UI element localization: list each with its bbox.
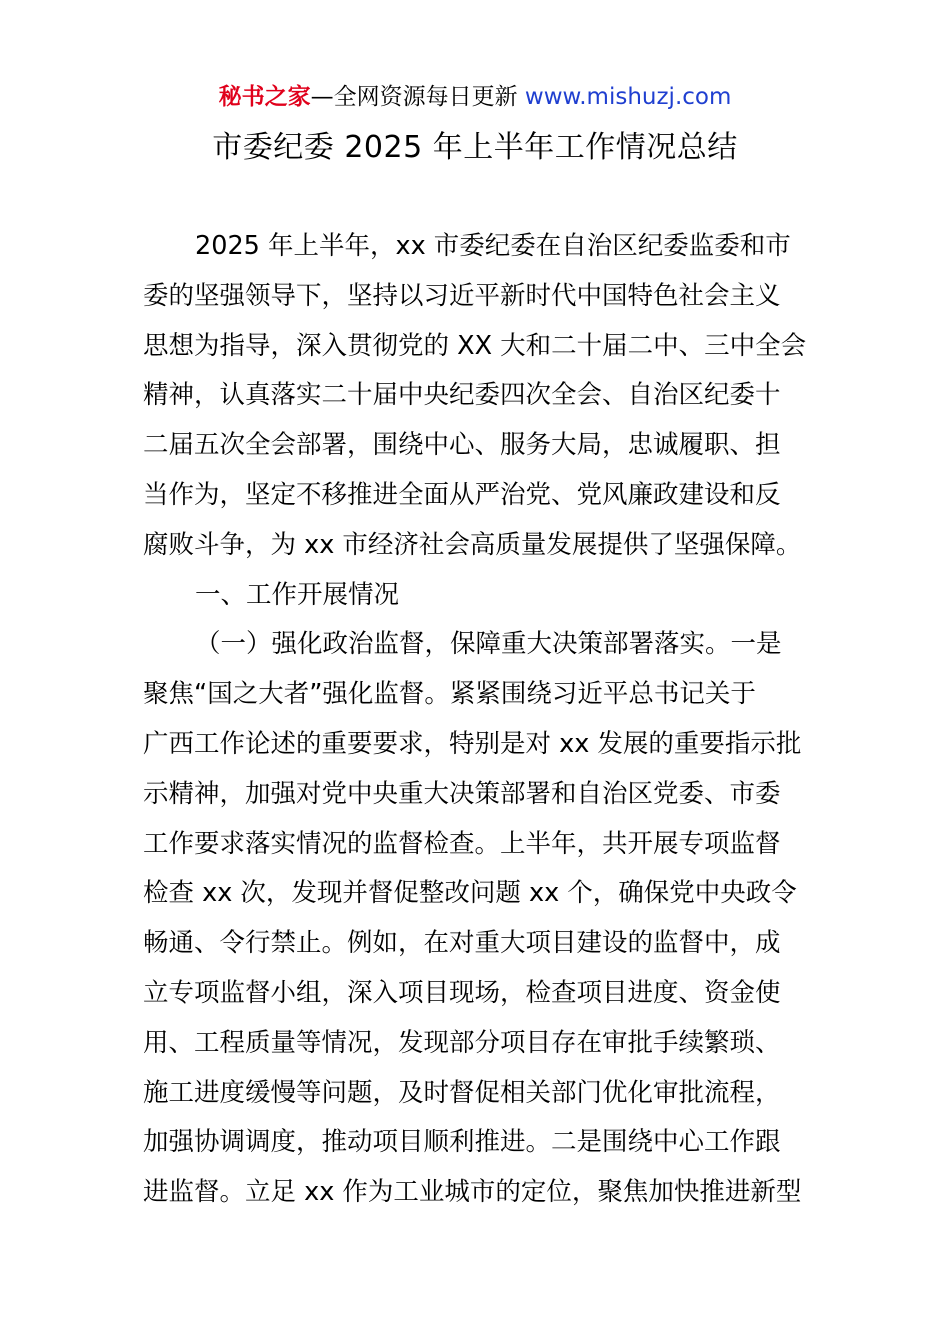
text-line: 立专项监督小组，深入项目现场，检查项目进度、资金使 bbox=[143, 977, 781, 1008]
text-line: 精神，认真落实二十届中央纪委四次全会、自治区纪委十 bbox=[143, 380, 781, 411]
text-line: 思想为指导，深入贯彻党的 XX 大和二十届二中、三中全会 bbox=[143, 330, 807, 361]
text-line: 工作要求落实情况的监督检查。上半年，共开展专项监督 bbox=[143, 828, 781, 859]
text-line: 一、工作开展情况 bbox=[195, 579, 400, 610]
site-url-link[interactable]: www.mishuzj.com bbox=[524, 84, 732, 110]
site-brand: 秘书之家 bbox=[218, 84, 311, 110]
text-line: 委的坚强领导下，坚持以习近平新时代中国特色社会主义 bbox=[143, 280, 781, 311]
text-line: 加强协调调度，推动项目顺利推进。二是围绕中心工作跟 bbox=[143, 1127, 781, 1158]
text-line: 进监督。立足 xx 作为工业城市的定位，聚焦加快推进新型 bbox=[143, 1177, 802, 1208]
text-line: 检查 xx 次，发现并督促整改问题 xx 个，确保党中央政令 bbox=[143, 878, 797, 909]
site-tagline: —全网资源每日更新 bbox=[310, 84, 525, 110]
text-line: （一）强化政治监督，保障重大决策部署落实。一是 bbox=[195, 629, 782, 660]
text-line: 用、工程质量等情况，发现部分项目存在审批手续繁琐、 bbox=[143, 1027, 781, 1058]
text-line: 示精神，加强对党中央重大决策部署和自治区党委、市委 bbox=[143, 778, 781, 809]
site-header bbox=[0, 82, 950, 112]
text-line: 腐败斗争，为 xx 市经济社会高质量发展提供了坚强保障。 bbox=[143, 529, 802, 560]
text-line: 二届五次全会部署，围绕中心、服务大局，忠诚履职、担 bbox=[143, 430, 781, 461]
text-line: 当作为，坚定不移推进全面从严治党、党风廉政建设和反 bbox=[143, 479, 781, 510]
document-body bbox=[143, 222, 807, 1218]
document-title: 市委纪委 2025 年上半年工作情况总结 bbox=[212, 130, 738, 165]
text-line: 施工进度缓慢等问题，及时督促相关部门优化审批流程， bbox=[143, 1077, 781, 1108]
text-line: 广西工作论述的重要要求，特别是对 xx 发展的重要指示批 bbox=[143, 728, 802, 759]
text-line: 2025 年上半年，xx 市委纪委在自治区纪委监委和市 bbox=[195, 231, 791, 261]
text-line: 畅通、令行禁止。例如，在对重大项目建设的监督中，成 bbox=[143, 928, 781, 959]
text-line: 聚焦“国之大者”强化监督。紧紧围绕习近平总书记关于 bbox=[143, 679, 756, 710]
